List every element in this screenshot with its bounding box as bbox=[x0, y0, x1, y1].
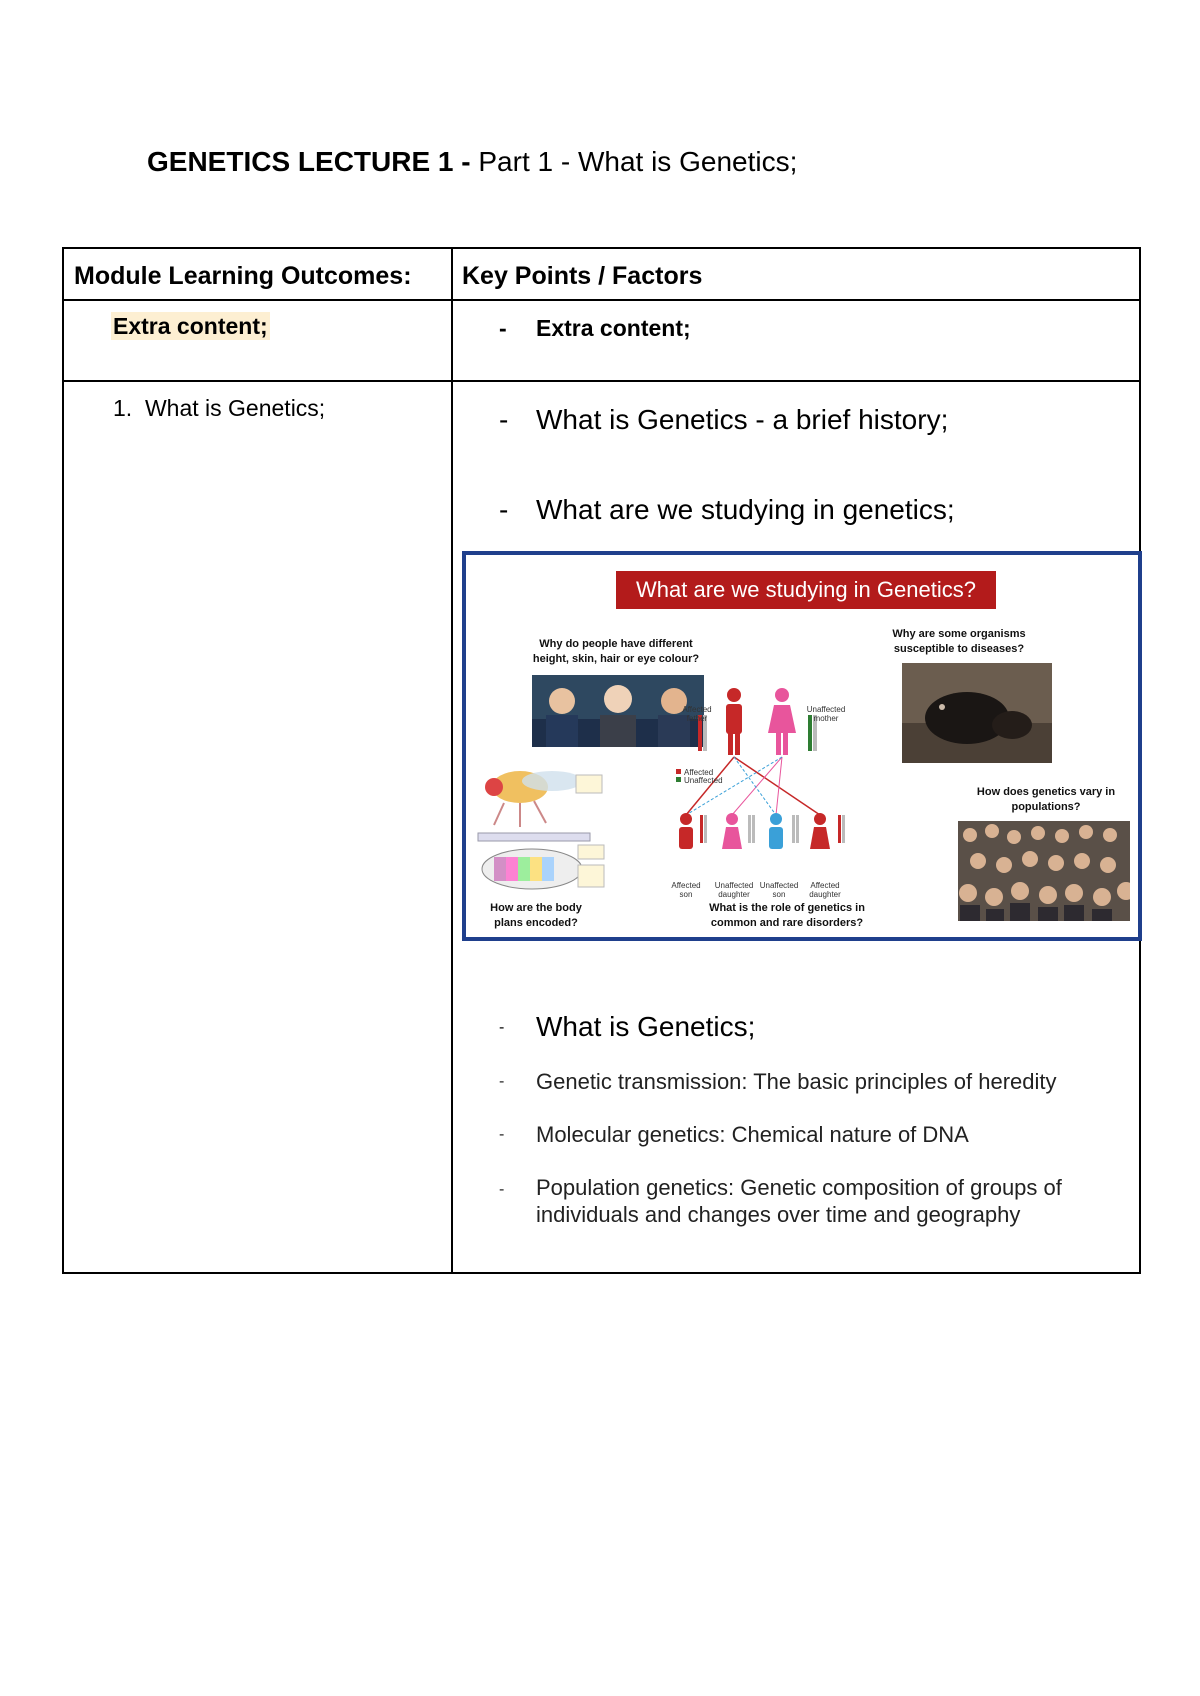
list-item bbox=[453, 1174, 1139, 1228]
table-row bbox=[63, 300, 1140, 381]
bullet-dash: - bbox=[499, 1181, 505, 1198]
keypoint-text: Population genetics: Genetic composition of groups of individuals and changes over time and geography bbox=[536, 1175, 1062, 1227]
outcome-number: 1. bbox=[113, 395, 133, 421]
title-bold: GENETICS LECTURE 1 - bbox=[147, 146, 471, 177]
keypoint-text: What are we studying in genetics; bbox=[536, 494, 955, 525]
legend-affected: Affected bbox=[684, 768, 714, 777]
legend-unaffected: Unaffected bbox=[684, 776, 723, 785]
child-label: Unaffected son bbox=[759, 881, 799, 899]
keypoints-cell bbox=[452, 381, 1140, 1273]
outcome-text: What is Genetics; bbox=[144, 395, 326, 421]
animal-photo bbox=[902, 663, 1052, 763]
keypoint-text: Molecular genetics: Chemical nature of DNA bbox=[536, 1122, 969, 1147]
slide-image bbox=[462, 551, 1142, 941]
crowd-photo bbox=[958, 821, 1130, 921]
bullet-dash: - bbox=[499, 1019, 505, 1036]
keypoint-text: What is Genetics - a brief history; bbox=[536, 404, 949, 435]
list-item bbox=[453, 1069, 1139, 1095]
page-title bbox=[147, 146, 797, 178]
outcomes-table bbox=[62, 247, 1141, 1274]
outcome-cell bbox=[63, 300, 452, 381]
caption-body-plans: How are the body plans encoded? bbox=[490, 902, 582, 929]
outcome-item bbox=[64, 382, 451, 422]
table-row bbox=[63, 381, 1140, 1273]
keypoint-text: Extra content; bbox=[536, 315, 691, 341]
header-outcomes: Module Learning Outcomes: bbox=[74, 262, 412, 290]
child-label: Unaffected daughter bbox=[714, 881, 754, 899]
fruit-fly-icon bbox=[474, 765, 608, 905]
bullet-dash: - bbox=[499, 1073, 505, 1090]
caption-disease: Why are some organisms susceptible to diseases? bbox=[892, 628, 1026, 655]
fly-diagram bbox=[474, 765, 608, 905]
bullet-dash: - bbox=[499, 494, 509, 525]
keypoints-cell bbox=[452, 300, 1140, 381]
keypoint-text: What is Genetics; bbox=[536, 1011, 756, 1042]
bullet-dash: - bbox=[499, 404, 509, 435]
header-cell-outcomes bbox=[63, 248, 452, 300]
header-keypoints: Key Points / Factors bbox=[462, 262, 703, 290]
child-label: Affected son bbox=[671, 881, 701, 899]
list-item bbox=[453, 301, 1139, 342]
label-mother: Unaffected mother bbox=[806, 705, 846, 723]
list-item bbox=[453, 1122, 1139, 1148]
child-label: Affected daughter bbox=[809, 881, 841, 899]
keypoint-text: Genetic transmission: The basic principles of heredity bbox=[536, 1069, 1057, 1094]
devil-photo-icon bbox=[902, 663, 1052, 763]
title-rest: Part 1 - What is Genetics; bbox=[470, 146, 798, 177]
bullet-dash: - bbox=[499, 1126, 505, 1143]
list-item bbox=[453, 404, 1139, 436]
slide-title: What are we studying in Genetics? bbox=[616, 571, 996, 609]
crowd-icon bbox=[958, 821, 1130, 921]
table-header-row bbox=[63, 248, 1140, 300]
caption-populations: How does genetics vary in populations? bbox=[976, 786, 1116, 813]
caption-disorders: What is the role of genetics in common and rare disorders? bbox=[709, 902, 865, 929]
list-item bbox=[453, 1011, 1139, 1043]
bullet-dash: - bbox=[499, 315, 507, 341]
label-father: Affected father bbox=[682, 705, 712, 723]
outcome-cell bbox=[63, 381, 452, 1273]
header-cell-keypoints bbox=[452, 248, 1140, 300]
highlighted-text: Extra content; bbox=[113, 313, 268, 339]
outcome-extra bbox=[64, 301, 451, 340]
list-item bbox=[453, 494, 1139, 526]
caption-traits: Why do people have different height, skin, hair or eye colour? bbox=[532, 638, 700, 665]
